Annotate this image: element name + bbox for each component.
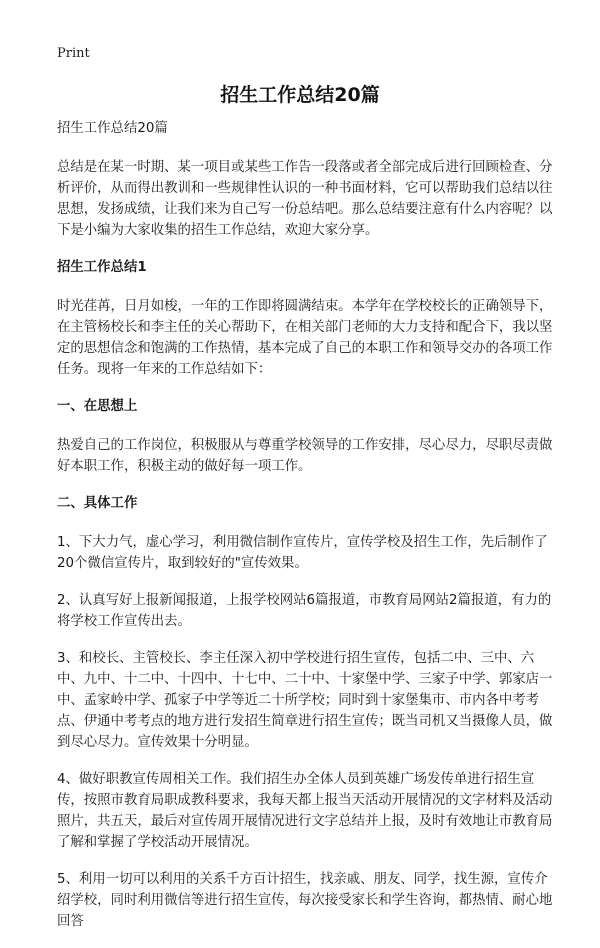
heading-work: 二、具体工作 <box>57 496 138 511</box>
document-subtitle: 招生工作总结20篇 <box>57 121 168 136</box>
section-heading-1: 招生工作总结1 <box>57 260 147 275</box>
work-item-2: 2、认真写好上报新闻报道，上报学校网站6篇报道，市教育局网站2篇报道，有力的将学校工作宣传出去。 <box>57 593 552 629</box>
page-title: 招生工作总结20篇 <box>220 84 380 106</box>
work-item-4: 4、做好职教宣传周相关工作。我们招生办全体人员到英雄广场发传单进行招生宣传，按照市教育局职成教科要求，我每天都上报当天活动开展情况的文字材料及活动照片，共五天，最后对宣传周开展情况进行文字总结并上报，及时有效地让市教育局了解和掌握了学校活动开展情况。 <box>57 772 553 850</box>
thought-paragraph: 热爱自己的工作岗位，积极服从与尊重学校领导的工作安排，尽心尽力，尽职尽责做好本职工作，积极主动的做好每一项工作。 <box>57 438 553 474</box>
section-1-paragraph: 时光荏苒，日月如梭，一年的工作即将圆满结束。本学年在学校校长的正确领导下，在主管杨校长和李主任的关心帮助下，在相关部门老师的大力支持和配合下，我以坚定的思想信念和饱满的工作热情，基本完成了自己的本职工作和领导交办的各项工作任务。现将一年来的工作总结如下： <box>57 299 553 377</box>
print-link[interactable]: Print <box>57 46 90 61</box>
work-item-5: 5、利用一切可以利用的关系千方百计招生，找亲戚、朋友、同学，找生源，宣传介绍学校，同时利用微信等进行招生宣传，每次接受家长和学生咨询，都热情、耐心地回答 <box>57 872 553 929</box>
heading-thought: 一、在思想上 <box>57 399 138 414</box>
work-item-1: 1、下大力气，虚心学习，利用微信制作宣传片，宣传学校及招生工作，先后制作了20个微信宣传片，取到较好的"宣传效果。 <box>57 535 548 571</box>
intro-paragraph: 总结是在某一时期、某一项目或某些工作告一段落或者全部完成后进行回顾检查、分析评价，从而得出教训和一些规律性认识的一种书面材料，它可以帮助我们总结以往思想，发扬成绩，让我们来为自己写一份总结吧。那么总结要注意有什么内容呢？以下是小编为大家收集的招生工作总结，欢迎大家分享。 <box>57 160 553 238</box>
document-body <box>57 118 557 948</box>
work-item-3: 3、和校长、主管校长、李主任深入初中学校进行招生宣传，包括二中、三中、六中、九中、十二中、十四中、十七中、二十中、十家堡中学、三家子中学、郭家店一中、孟家岭中学、孤家子中学等近二十所学校；同时到十家堡集市、市内各中考考点、伊通中考考点的地方进行发招生简章进行招生宣传；既当司机又当摄像人员，做到尽心尽力。宣传效果十分明显。 <box>57 651 553 750</box>
